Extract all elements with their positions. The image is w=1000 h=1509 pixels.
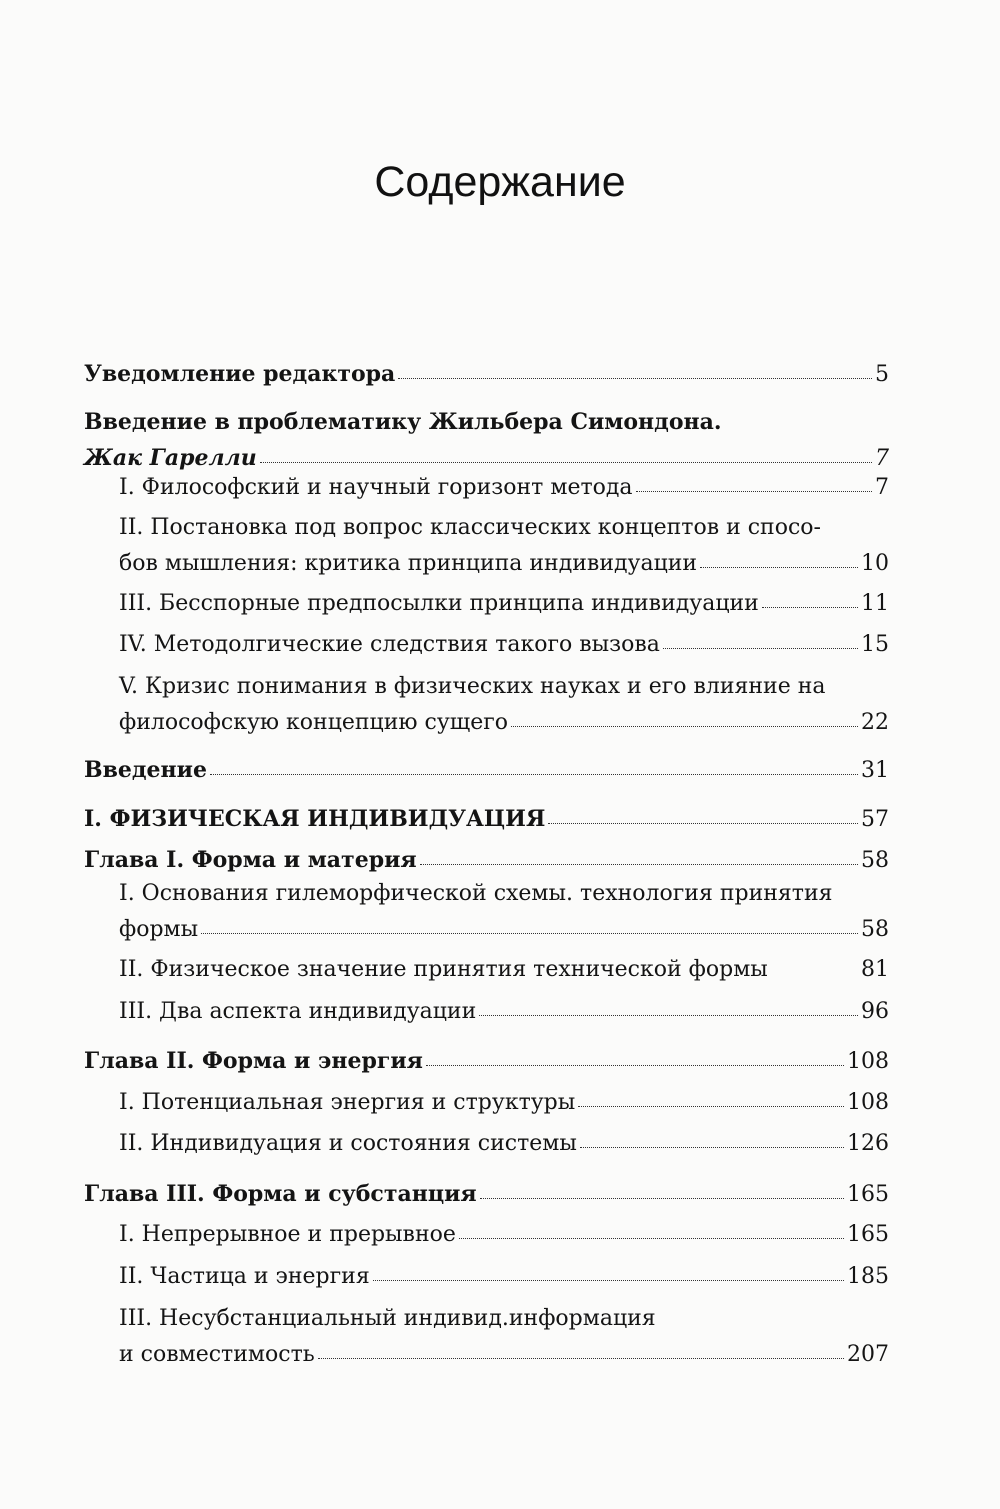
toc-entry-title: V. Кризис понимания в физических науках и его влияние на <box>119 674 826 699</box>
toc-entry-title: II. Индивидуация и состояния системы <box>119 1131 577 1156</box>
toc-entry-title: Введение в проблематику Жильбера Симондона. <box>84 409 722 435</box>
dot-leader <box>480 1197 844 1199</box>
toc-entry-editor-notice[interactable] <box>84 356 889 393</box>
toc-entry-chapter-3[interactable] <box>84 1176 889 1213</box>
toc-page-number: 7 <box>875 446 889 471</box>
toc-entry-title: Глава III. Форма и субстанция <box>84 1181 477 1207</box>
dot-leader <box>580 1146 844 1148</box>
dot-leader <box>479 1014 858 1016</box>
toc-entry-method-horizon[interactable] <box>119 470 889 506</box>
toc-entry-title-continued: философскую концепцию сущего <box>119 710 509 735</box>
toc-entry-title: Уведомление редактора <box>84 361 396 387</box>
toc-page-number: 58 <box>861 848 889 873</box>
toc-entry-physical-individuation[interactable] <box>84 801 889 838</box>
toc-entry-classical-concepts[interactable] <box>119 510 889 582</box>
dot-leader <box>459 1237 844 1239</box>
toc-entry-title-continued: и совместимость <box>119 1342 315 1367</box>
toc-page-number: 126 <box>847 1131 889 1156</box>
toc-entry-non-substantial-individual[interactable] <box>119 1301 889 1373</box>
dot-leader <box>373 1279 844 1281</box>
page-title: Содержание <box>374 158 626 206</box>
toc-entry-title: III. Несубстанциальный индивид.информация <box>119 1306 656 1331</box>
toc-page-number: 7 <box>875 475 889 500</box>
toc-page-number: 96 <box>861 999 889 1024</box>
toc-entry-title: II. Постановка под вопрос классических концептов и спосо- <box>119 515 821 540</box>
toc-entry-continuous-discontinuous[interactable] <box>119 1217 889 1253</box>
toc-entry-title-continued: бов мышления: критика принципа индивидуации <box>119 551 698 576</box>
toc-page-number: 15 <box>861 632 889 657</box>
dot-leader <box>398 377 872 379</box>
dot-leader <box>511 725 858 727</box>
toc-page-number: 165 <box>847 1222 889 1247</box>
toc-entry-title: III. Бесспорные предпосылки принципа индивидуации <box>119 591 759 616</box>
toc-page-number: 31 <box>861 758 889 783</box>
dot-leader <box>260 461 872 463</box>
toc-entry-introduction[interactable] <box>84 752 889 789</box>
dot-leader <box>201 932 858 934</box>
toc-entry-undisputed-premises[interactable] <box>119 586 889 622</box>
dot-leader <box>762 606 858 608</box>
toc-page-number: 165 <box>847 1182 889 1207</box>
dot-leader <box>420 863 858 865</box>
toc-page-number: 57 <box>861 807 889 832</box>
toc-entry-title: I. Основания гилеморфической схемы. технология принятия <box>119 881 833 906</box>
toc-entry-chapter-2[interactable] <box>84 1043 889 1080</box>
dot-leader <box>426 1064 844 1066</box>
toc-entry-title: I. ФИЗИЧЕСКАЯ ИНДИВИДУАЦИЯ <box>84 806 546 832</box>
toc-entry-title-continued: формы <box>119 917 199 942</box>
toc-page-number: 58 <box>861 917 889 942</box>
toc-entry-particle-energy[interactable] <box>119 1259 889 1295</box>
toc-page-number: 10 <box>861 551 889 576</box>
toc-entry-two-aspects[interactable] <box>119 994 889 1030</box>
toc-entry-title: I. Философский и научный горизонт метода <box>119 475 633 500</box>
toc-entry-garelli-intro[interactable] <box>84 404 889 477</box>
toc-entry-hylomorphic-scheme[interactable] <box>119 876 889 948</box>
toc-entry-title: Введение <box>84 757 207 783</box>
dot-leader <box>210 773 858 775</box>
toc-entry-methodological-consequences[interactable] <box>119 627 889 663</box>
toc-entry-author: Жак Гарелли <box>84 445 257 471</box>
dot-leader <box>636 490 872 492</box>
toc-page-number: 108 <box>847 1090 889 1115</box>
toc-page-number: 5 <box>875 362 889 387</box>
dot-leader <box>548 822 858 824</box>
toc-entry-title: I. Непрерывное и прерывное <box>119 1222 456 1247</box>
dot-leader <box>700 566 858 568</box>
toc-entry-title: I. Потенциальная энергия и структуры <box>119 1090 576 1115</box>
toc-entry-physics-crisis[interactable] <box>119 669 889 741</box>
toc-entry-title: IV. Методолгические следствия такого вызова <box>119 632 660 657</box>
toc-page-number: 185 <box>847 1264 889 1289</box>
toc-page-number: 11 <box>861 591 889 616</box>
toc-entry-title: Глава I. Форма и материя <box>84 847 417 873</box>
toc-page-number: 108 <box>847 1049 889 1074</box>
toc-entry-title: III. Два аспекта индивидуации <box>119 999 477 1024</box>
toc-page-number: 207 <box>847 1342 889 1367</box>
toc-page-number: 81 <box>861 957 889 982</box>
toc-page-number: 22 <box>861 710 889 735</box>
toc-entry-chapter-1[interactable] <box>84 842 889 879</box>
dot-leader <box>318 1357 844 1359</box>
toc-entry-title: II. Частица и энергия <box>119 1264 370 1289</box>
toc-entry-title: Глава II. Форма и энергия <box>84 1048 423 1074</box>
dot-leader <box>663 647 858 649</box>
toc-entry-title: II. Физическое значение принятия технической формы <box>119 957 768 982</box>
toc-entry-potential-energy[interactable] <box>119 1085 889 1121</box>
dot-leader <box>578 1105 844 1107</box>
toc-entry-system-states[interactable] <box>119 1126 889 1162</box>
toc-entry-physical-meaning[interactable] <box>119 952 889 988</box>
